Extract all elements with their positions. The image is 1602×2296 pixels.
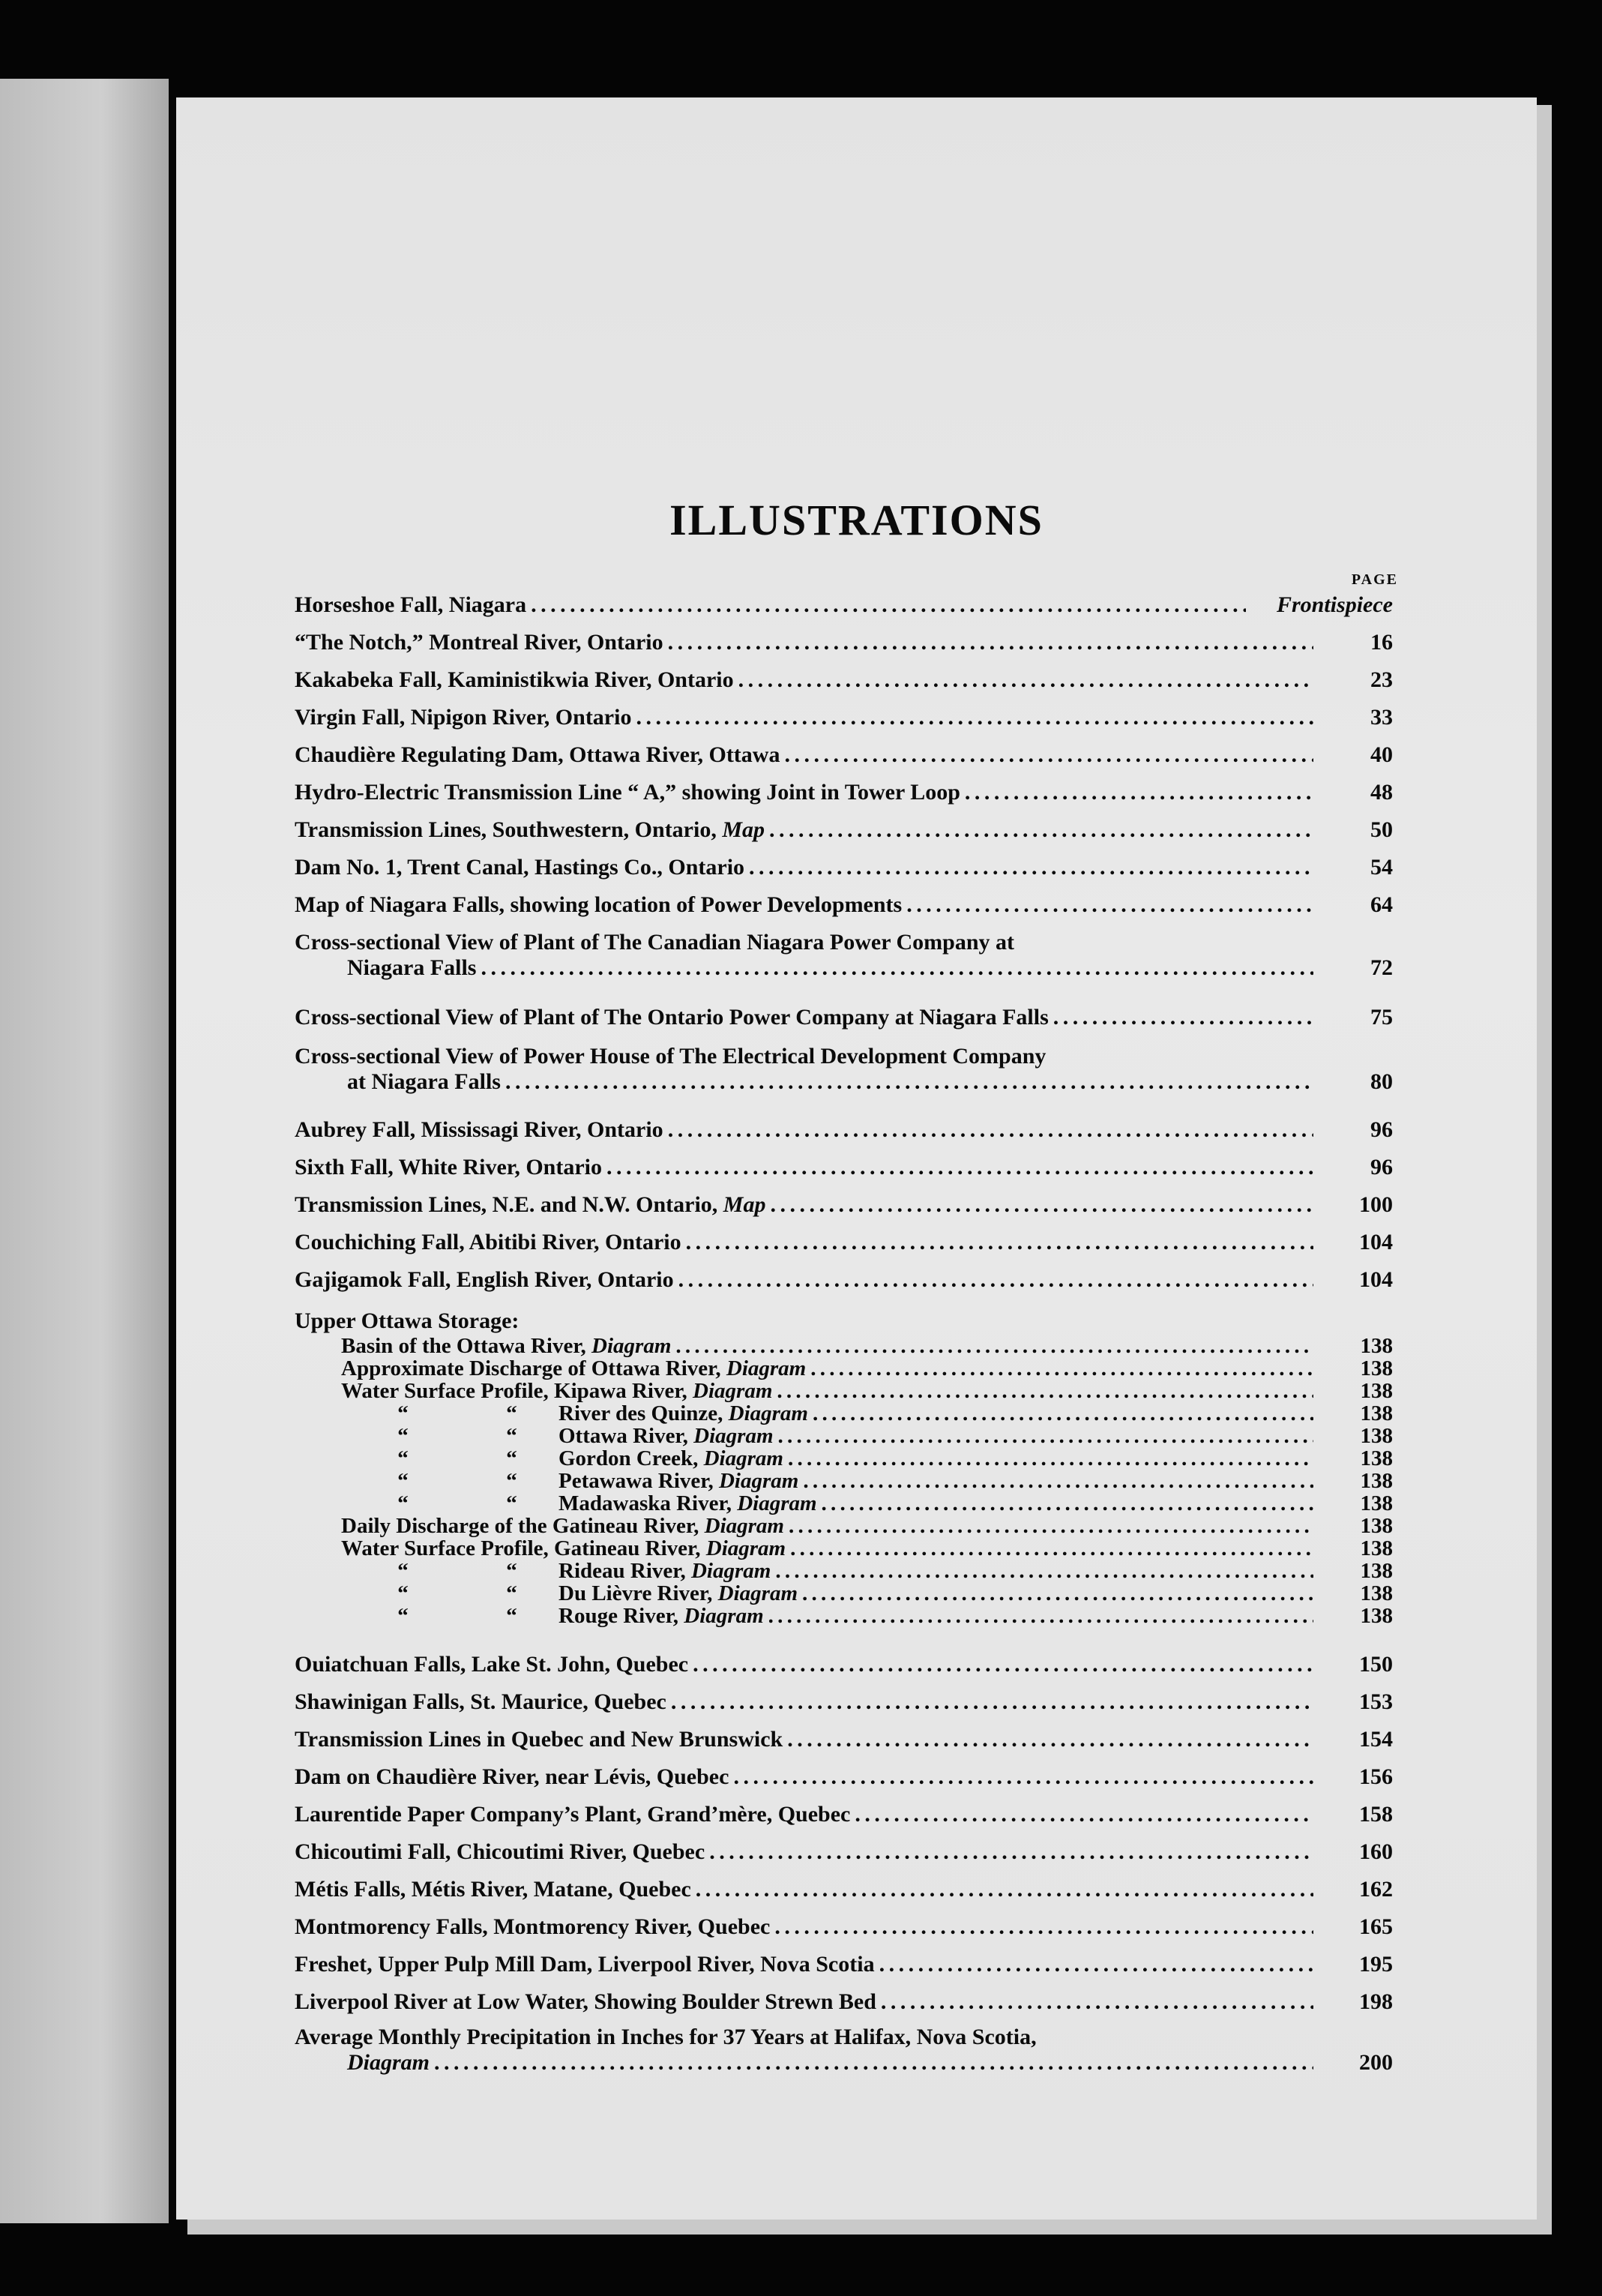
sub-list-item: “ “ Petawawa River, Diagram . . . 138 [341, 1470, 1393, 1492]
list-item: Virgin Fall, Nipigon River, Ontario . . . 33 [295, 705, 1393, 730]
page-column-header: PAGE [1351, 571, 1398, 588]
previous-page-edge [0, 79, 169, 2223]
list-item: Transmission Lines, N.E. and N.W. Ontario, Map . . . 100 [295, 1192, 1393, 1218]
section-heading: Upper Ottawa Storage: [295, 1308, 520, 1333]
list-item: Dam No. 1, Trent Canal, Hastings Co., Ontario . . . 54 [295, 855, 1393, 880]
sub-list-item: Approximate Discharge of Ottawa River, Diagram . . . 138 [341, 1357, 1393, 1380]
list-item: Montmorency Falls, Montmorency River, Quebec . . . 165 [295, 1914, 1393, 1940]
list-item: Ouiatchuan Falls, Lake St. John, Quebec . . . 150 [295, 1652, 1393, 1677]
list-item: Sixth Fall, White River, Ontario . . . 96 [295, 1155, 1393, 1180]
list-item: Dam on Chaudière River, near Lévis, Quebec . . . 156 [295, 1764, 1393, 1790]
list-item: Chaudière Regulating Dam, Ottawa River, Ottawa . . . 40 [295, 742, 1393, 768]
list-item: Cross-sectional View of Plant of The Ontario Power Company at Niagara Falls . . . 75 [295, 1005, 1393, 1030]
list-item: Transmission Lines, Southwestern, Ontario, Map . . . 50 [295, 817, 1393, 843]
document-page [176, 97, 1537, 2220]
sub-list-item: “ “ Ottawa River, Diagram . . . 138 [341, 1425, 1393, 1447]
list-item: Map of Niagara Falls, showing location of Power Developments . . . 64 [295, 892, 1393, 918]
list-item: Couchiching Fall, Abitibi River, Ontario . . . 104 [295, 1230, 1393, 1255]
list-item: Hydro-Electric Transmission Line “ A,” showing Joint in Tower Loop . . . 48 [295, 780, 1393, 805]
list-item: Horseshoe Fall, Niagara . . . Frontispiece [295, 592, 1393, 618]
list-item: Shawinigan Falls, St. Maurice, Quebec . . . 153 [295, 1689, 1393, 1715]
list-item: “The Notch,” Montreal River, Ontario . . . 16 [295, 630, 1393, 655]
sub-list-item: “ “ River des Quinze, Diagram . . . 138 [341, 1402, 1393, 1425]
list-item: Laurentide Paper Company’s Plant, Grand’mère, Quebec . . . 158 [295, 1802, 1393, 1827]
list-item: Transmission Lines in Quebec and New Brunswick . . . 154 [295, 1727, 1393, 1752]
sub-list-item: Water Surface Profile, Kipawa River, Diagram . . . 138 [341, 1380, 1393, 1402]
list-item: Cross-sectional View of Plant of The Canadian Niagara Power Company at Niagara Falls . . . 72 [295, 930, 1393, 981]
list-item: Aubrey Fall, Mississagi River, Ontario . . . 96 [295, 1117, 1393, 1143]
list-item: Chicoutimi Fall, Chicoutimi River, Quebec . . . 160 [295, 1839, 1393, 1865]
page-title: ILLUSTRATIONS [669, 496, 1044, 544]
list-item: Cross-sectional View of Power House of The Electrical Development Company at Niagara Falls . . . 80 [295, 1044, 1393, 1095]
sub-list-item: “ “ Rideau River, Diagram . . . 138 [341, 1560, 1393, 1582]
list-item: Liverpool River at Low Water, Showing Boulder Strewn Bed . . . 198 [295, 1989, 1393, 2015]
sub-list-item: Basin of the Ottawa River, Diagram . . . 138 [341, 1335, 1393, 1357]
sub-list-item: “ “ Madawaska River, Diagram . . . 138 [341, 1492, 1393, 1515]
sub-list-item: “ “ Du Lièvre River, Diagram . . . 138 [341, 1582, 1393, 1605]
list-item: Average Monthly Precipitation in Inches for 37 Years at Halifax, Nova Scotia, Diagram . . . 200 [295, 2025, 1393, 2076]
sub-list-item: Daily Discharge of the Gatineau River, Diagram . . . 138 [341, 1515, 1393, 1537]
list-item: Gajigamok Fall, English River, Ontario . . . 104 [295, 1267, 1393, 1293]
sub-list-item: “ “ Rouge River, Diagram . . . 138 [341, 1605, 1393, 1627]
sub-list-item: Water Surface Profile, Gatineau River, Diagram . . . 138 [341, 1537, 1393, 1560]
list-item: Freshet, Upper Pulp Mill Dam, Liverpool River, Nova Scotia . . . 195 [295, 1952, 1393, 1977]
sub-list-item: “ “ Gordon Creek, Diagram . . . 138 [341, 1447, 1393, 1470]
list-item: Kakabeka Fall, Kaministikwia River, Ontario . . . 23 [295, 667, 1393, 693]
list-item: Métis Falls, Métis River, Matane, Quebec . . . 162 [295, 1877, 1393, 1902]
